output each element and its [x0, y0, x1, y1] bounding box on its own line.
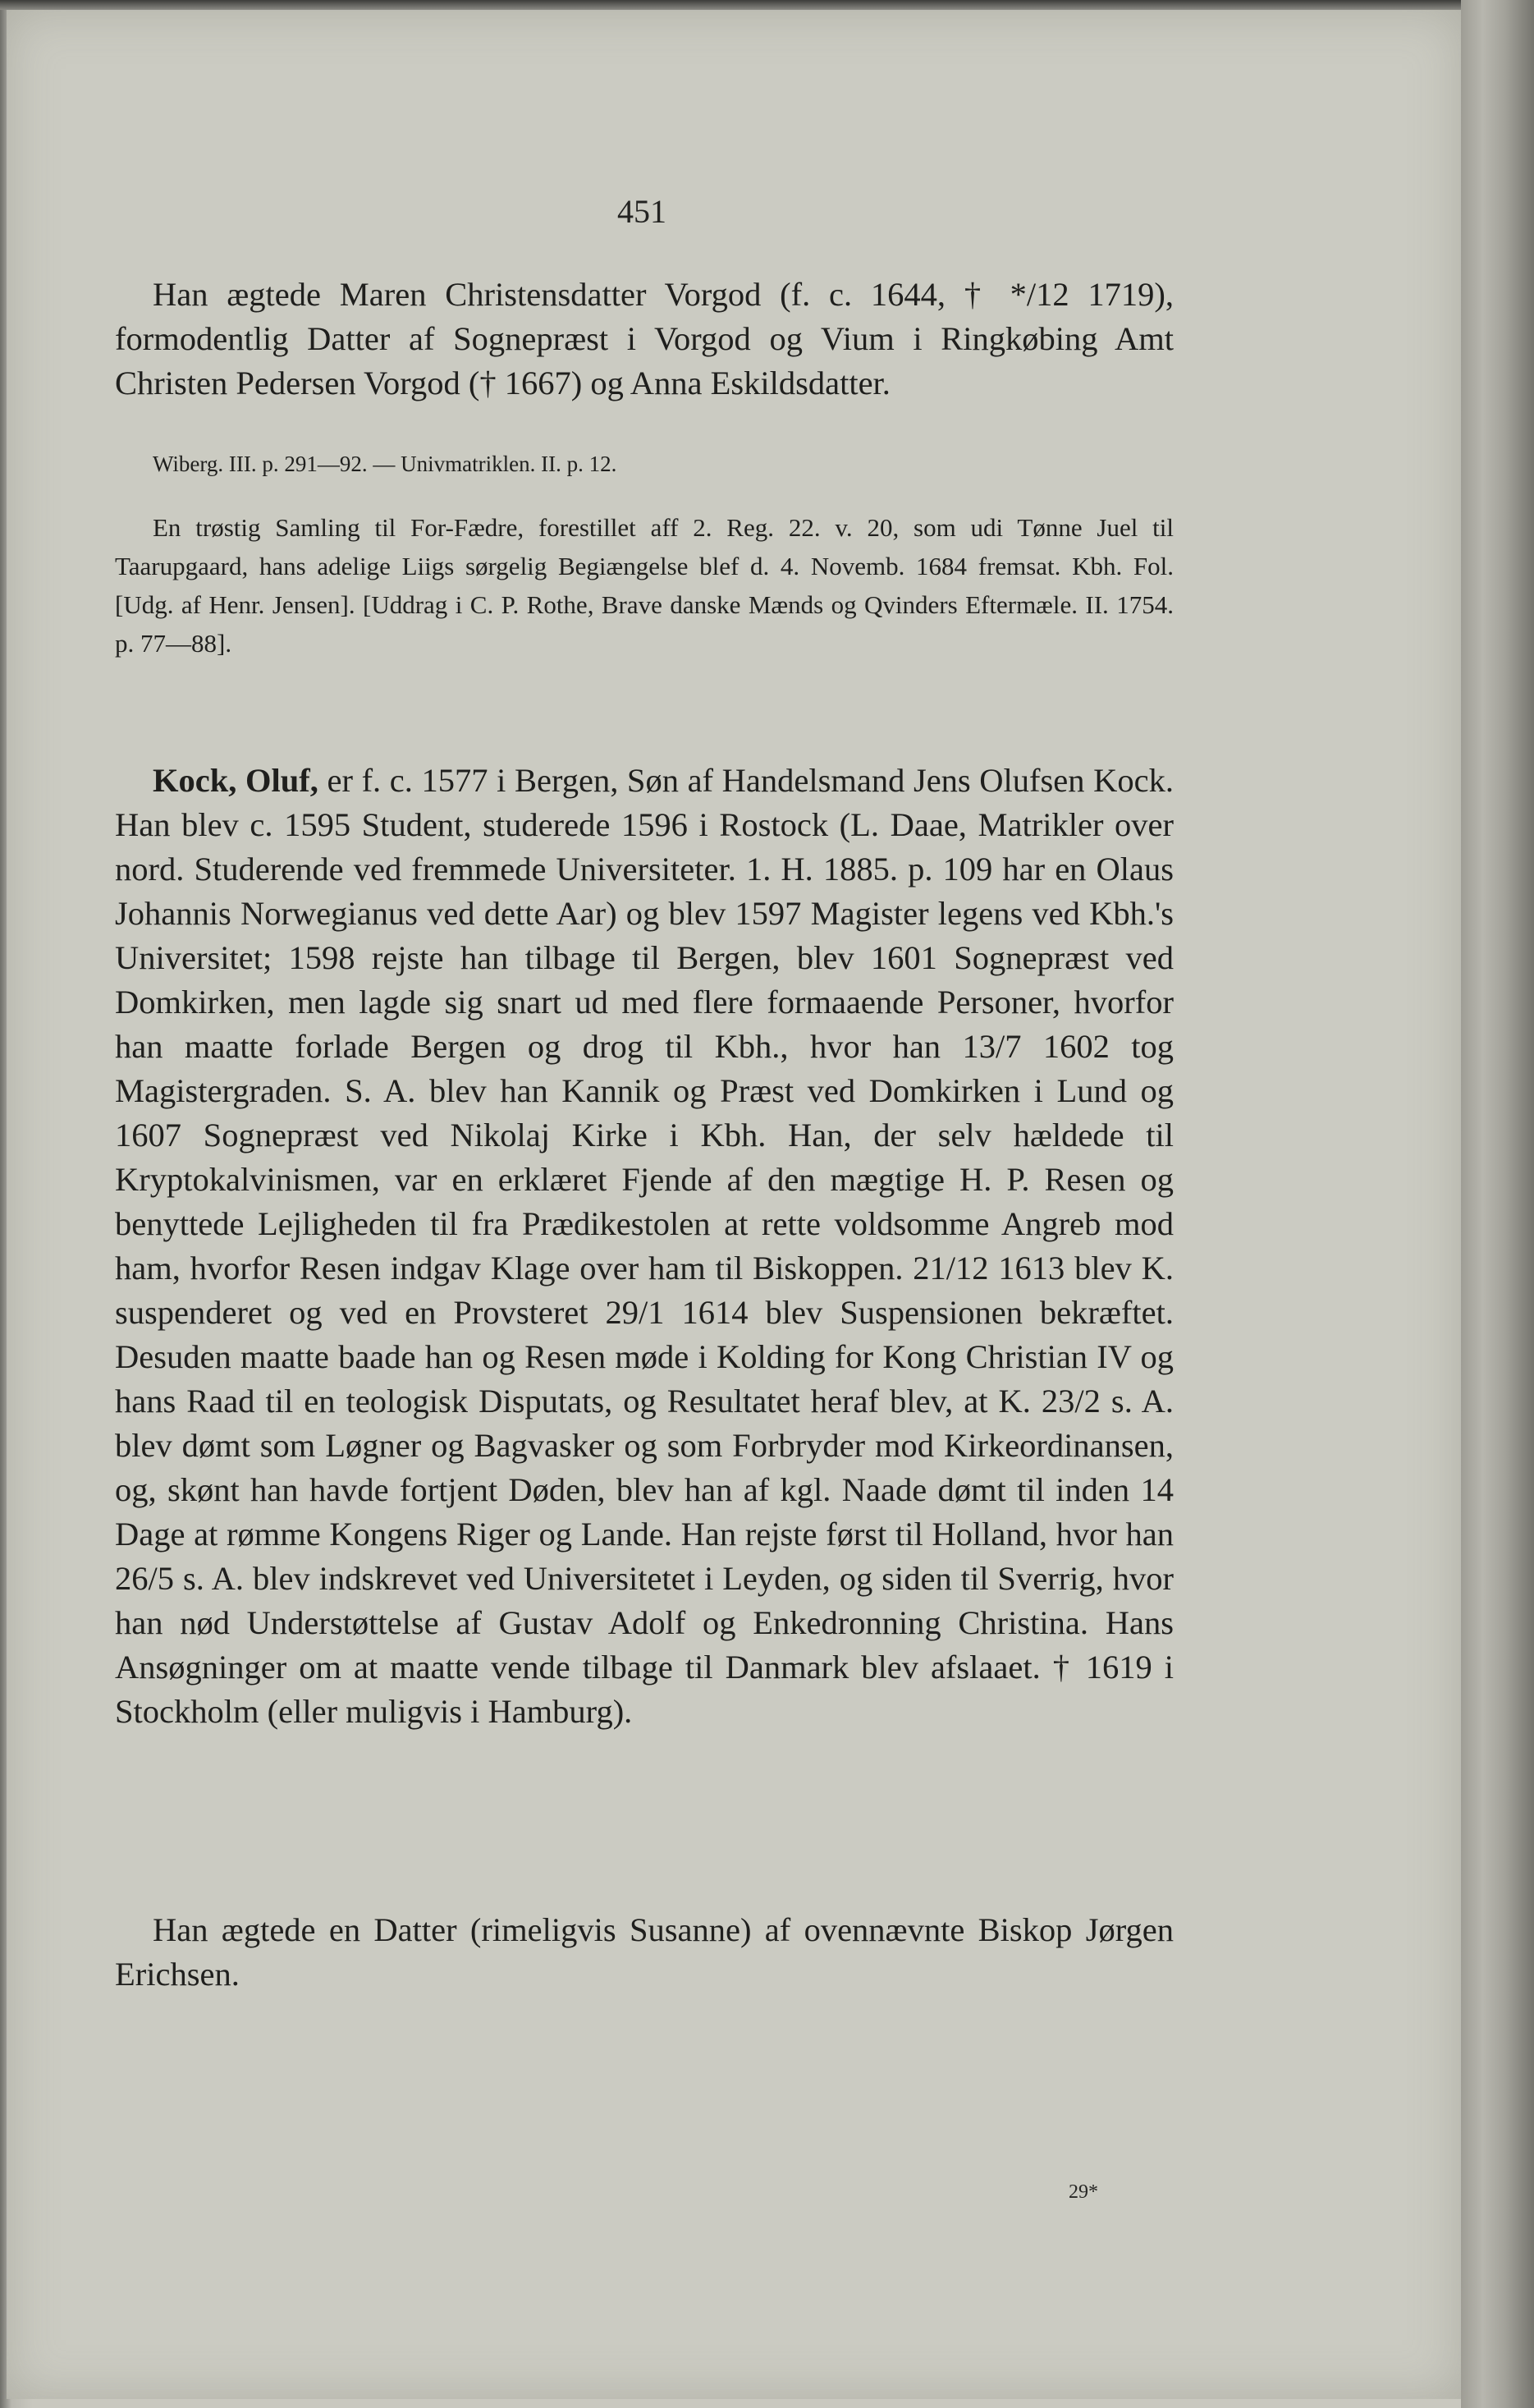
paragraph-text-2: Han ægtede en Datter (rimeligvis Susanne) af ovennævnte Biskop Jørgen Erichsen.	[115, 1911, 1174, 1993]
paragraph-marriage-2	[115, 1908, 1174, 1997]
entry-body: er f. c. 1577 i Bergen, Søn af Handelsmand Jens Olufsen Kock. Han blev c. 1595 Student, studerede 1596 i Rostock (L. Daae, Matrikler over nord. Studerende ved fremmede Universiteter. 1. H. 1885. p. 109 har en Olaus Johannis Norwegianus ved dette Aar) og blev 1597 Magister legens ved Kbh.'s Universitet; 1598 rejste han tilbage til Bergen, blev 1601 Sognepræst ved Domkirken, men lagde sig snart ud med flere formaaende Personer, hvorfor han maatte forlade Bergen og drog til Kbh., hvor han 13/7 1602 tog Magistergraden. S. A. blev han Kannik og Præst ved Domkirken i Lund og 1607 Sognepræst ved Nikolaj Kirke i Kbh. Han, der selv hældede til Kryptokalvinismen, var en erklæret Fjende af den mægtige H. P. Resen og benyttede Lejligheden til fra Prædikestolen at rette voldsomme Angreb mod ham, hvorfor Resen indgav Klage over ham til Biskoppen. 21/12 1613 blev K. suspenderet og ved en Provsteret 29/1 1614 blev Suspensionen bekræftet. Desuden maatte baade han og Resen møde i Kolding for Kong Christian IV og hans Raad til en teologisk Disputats, og Resultatet heraf blev, at K. 23/2 s. A. blev dømt som Løgner og Bagvasker og som Forbryder mod Kirkeordinansen, og, skønt han havde fortjent Døden, blev han af kgl. Naade dømt til inden 14 Dage at rømme Kongens Riger og Lande. Han rejste først til Holland, hvor han 26/5 s. A. blev indskrevet ved Universitetet i Leyden, og siden til Sverrig, hvor han nød Understøttelse af Gustav Adolf og Enkedronning Christina. Hans Ansøgninger om at maatte vende tilbage til Danmark blev afslaaet. † 1619 i Stockholm (eller muligvis i Hamburg).	[115, 762, 1174, 1730]
paragraph-bibliography	[115, 508, 1174, 663]
paragraph-marriage	[115, 273, 1174, 406]
entry-text	[115, 759, 1174, 1734]
reference-line	[115, 447, 1174, 480]
bibliography-text: En trøstig Samling til For-Fædre, forestillet aff 2. Reg. 22. v. 20, som udi Tønne Juel til Taarupgaard, hans adelige Liigs sørgelig Begiængelse blef d. 4. Novemb. 1684 fremsat. Kbh. Fol. [Udg. af Henr. Jensen]. [Uddrag i C. P. Rothe, Brave danske Mænds og Qvinders Eftermæle. II. 1754. p. 77—88].	[115, 513, 1174, 658]
page-right-edge	[1461, 0, 1534, 2408]
paragraph-text: Han ægtede Maren Christensdatter Vorgod (f. c. 1644, † */12 1719), formodentlig Datter af Sognepræst i Vorgod og Vium i Ringkøbing Amt Christen Pedersen Vorgod († 1667) og Anna Eskildsdatter.	[115, 276, 1174, 401]
page-number: 451	[617, 193, 666, 230]
book-page	[7, 10, 1461, 2399]
scan-top-edge	[0, 0, 1534, 10]
signature-mark: 29*	[1069, 2181, 1098, 2203]
reference-text: Wiberg. III. p. 291—92. — Univmatriklen. II. p. 12.	[153, 452, 617, 476]
entry-kock-oluf	[115, 759, 1174, 1734]
entry-heading: Kock, Oluf,	[153, 762, 318, 799]
